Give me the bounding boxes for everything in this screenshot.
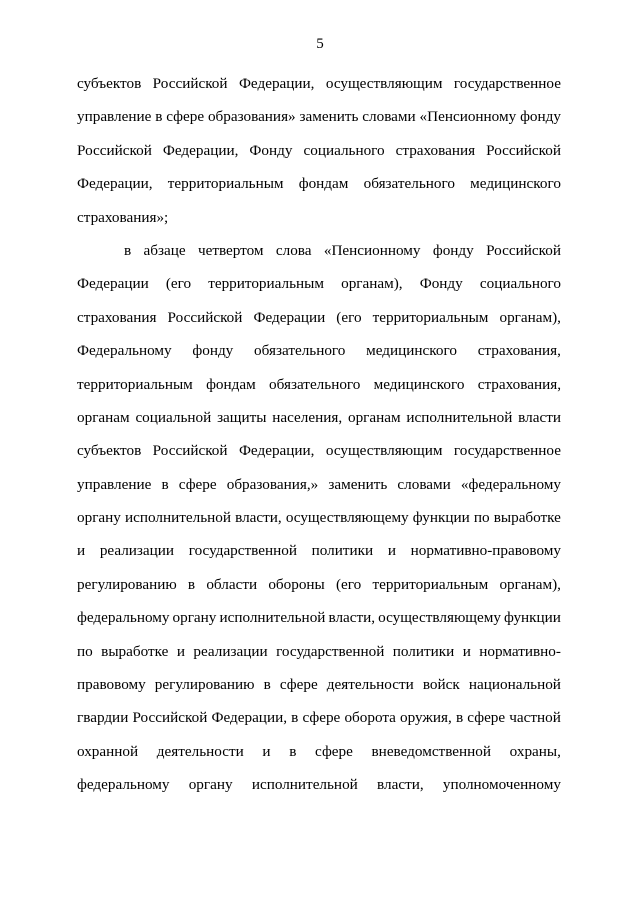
- word: заменить: [328, 475, 388, 493]
- word: функции: [412, 509, 470, 527]
- word: органам),: [499, 575, 561, 593]
- word: Российской: [486, 141, 561, 159]
- text-line: [77, 707, 561, 740]
- word: территориальным: [77, 375, 193, 393]
- text-line: [77, 540, 561, 573]
- text-line: [77, 607, 561, 640]
- word: субъектов: [77, 442, 142, 460]
- word: политики: [311, 542, 374, 560]
- word: войск: [422, 676, 460, 694]
- word: государственной: [276, 642, 385, 660]
- word: нормативно-: [479, 642, 561, 660]
- text-line: [77, 273, 561, 306]
- word: в: [155, 108, 163, 126]
- word: социального: [479, 275, 561, 293]
- word: по: [473, 509, 490, 527]
- text-line: [77, 374, 561, 407]
- text-line: [77, 574, 561, 607]
- word: Российской: [152, 75, 228, 92]
- text-line: [77, 641, 561, 674]
- word: гвардии: [77, 709, 129, 727]
- word: страхования,: [477, 375, 561, 393]
- word: органам),: [499, 308, 561, 326]
- word: исполнительной: [125, 509, 231, 527]
- word: субъектов: [77, 75, 142, 92]
- word: словами: [397, 475, 451, 493]
- word: сфере: [279, 676, 318, 694]
- word: сфере: [315, 742, 353, 760]
- word: органу: [188, 776, 233, 794]
- word: регулированию: [154, 676, 255, 694]
- word: государственной: [188, 542, 297, 560]
- word: в: [263, 676, 271, 694]
- text-line: [77, 140, 561, 173]
- word: обязательного: [269, 375, 361, 393]
- word: в: [161, 475, 169, 493]
- word: охраны,: [509, 742, 561, 760]
- word: словами: [362, 108, 416, 126]
- word: Федерации,: [77, 175, 153, 193]
- word: населения,: [272, 408, 343, 426]
- word: (его: [335, 575, 362, 593]
- word: слова: [275, 241, 312, 259]
- word: Федерации,: [238, 442, 315, 460]
- word: социальной: [135, 408, 212, 426]
- word: Федерации,: [238, 75, 315, 92]
- word: и: [387, 542, 396, 560]
- word: органу: [77, 509, 121, 527]
- word: осуществляющему: [378, 609, 501, 627]
- text-line: [77, 741, 561, 774]
- word: территориальным: [372, 575, 489, 593]
- word: выработке: [101, 642, 169, 660]
- word: политики: [392, 642, 455, 660]
- word: исполнительной: [251, 776, 358, 794]
- word: исполнительной: [219, 609, 326, 627]
- word: регулированию: [77, 575, 177, 593]
- word: Фонду: [419, 275, 463, 293]
- word: в: [289, 742, 297, 760]
- word: власти: [518, 408, 561, 426]
- word: вневедомственной: [371, 742, 491, 760]
- word: органам),: [341, 275, 403, 293]
- word: медицинского: [470, 175, 561, 193]
- word: Федерации: [77, 275, 149, 293]
- word: частной: [509, 709, 561, 727]
- text-line: [77, 106, 561, 139]
- word: власти,: [328, 609, 376, 627]
- text-line: [77, 407, 561, 440]
- word: федеральному: [77, 609, 170, 627]
- text-line: [77, 774, 561, 807]
- word: фонду: [520, 108, 561, 126]
- word: сфере: [166, 108, 205, 126]
- word: и: [262, 742, 271, 760]
- word: медицинского: [366, 342, 457, 360]
- word: образования»: [207, 108, 296, 126]
- word: фондам: [206, 375, 256, 393]
- word: органу: [172, 609, 217, 627]
- word: деятельности: [156, 742, 244, 760]
- word: в: [291, 709, 299, 727]
- text-line: [77, 340, 561, 373]
- word: медицинского: [373, 375, 465, 393]
- word: национальной: [468, 676, 561, 694]
- word: федеральному: [77, 776, 170, 794]
- word: сфере: [178, 475, 217, 493]
- word: оборота: [344, 709, 396, 727]
- word: «Пенсионному: [419, 108, 517, 126]
- word: страхования: [395, 141, 476, 159]
- word: защиты: [217, 408, 267, 426]
- word: фонду: [192, 342, 234, 360]
- word: образования,»: [226, 475, 319, 493]
- word: и: [176, 642, 185, 660]
- word: власти,: [377, 776, 424, 794]
- word: Российской: [77, 141, 152, 159]
- text-line: [77, 73, 561, 106]
- word: Российской: [486, 241, 561, 259]
- word: (его: [165, 275, 192, 293]
- word: (его: [336, 308, 362, 326]
- word: страхования,: [477, 342, 561, 360]
- word: управление: [77, 108, 152, 126]
- word: фондам: [298, 175, 349, 193]
- text-line: [77, 307, 561, 340]
- word: заменить: [299, 108, 359, 126]
- word: социального: [303, 141, 385, 159]
- word: обороны: [268, 575, 325, 593]
- word: осуществляющим: [325, 75, 443, 92]
- word: Российской: [132, 709, 208, 727]
- word: территориальным: [167, 175, 284, 193]
- document-body: [77, 73, 561, 808]
- word: обязательного: [363, 175, 455, 193]
- word: реализации: [99, 542, 175, 560]
- word: Федеральному: [77, 342, 172, 360]
- word: управление: [77, 475, 152, 493]
- word: оружия,: [400, 709, 452, 727]
- word: нормативно-правовому: [410, 542, 561, 560]
- word: Федерации,: [211, 709, 287, 727]
- text-line: [77, 474, 561, 507]
- word: осуществляющему: [285, 509, 409, 527]
- word: в: [124, 241, 132, 259]
- word: сфере: [302, 709, 341, 727]
- text-line: страхования»;: [77, 208, 169, 226]
- paragraph-start-line: [77, 240, 561, 273]
- word: Фонду: [249, 141, 293, 159]
- word: абзаце: [143, 241, 186, 259]
- text-line: [77, 440, 561, 473]
- word: по: [77, 642, 93, 660]
- word: органам: [347, 408, 401, 426]
- word: сфере: [467, 709, 506, 727]
- word: власти,: [235, 509, 282, 527]
- word: Федерации,: [162, 141, 239, 159]
- text-line: [77, 674, 561, 707]
- word: Российской: [167, 308, 243, 326]
- word: страхования: [77, 308, 157, 326]
- word: деятельности: [326, 676, 414, 694]
- word: охранной: [77, 742, 139, 760]
- word: «Пенсионному: [323, 241, 421, 259]
- word: осуществляющим: [325, 442, 443, 460]
- word: органам: [77, 408, 130, 426]
- word: в: [455, 709, 464, 727]
- page-number: 5: [316, 36, 324, 52]
- word: обязательного: [254, 342, 346, 360]
- word: Российской: [152, 442, 228, 460]
- word: «федеральному: [460, 475, 561, 493]
- word: исполнительной: [406, 408, 513, 426]
- word: и: [462, 642, 471, 660]
- word: государственное: [453, 75, 561, 92]
- word: территориальным: [372, 308, 489, 326]
- text-line: [77, 507, 561, 540]
- text-line: [77, 173, 561, 206]
- word: четвертом: [197, 241, 264, 259]
- word: функции: [503, 609, 561, 627]
- word: государственное: [453, 442, 561, 460]
- word: территориальным: [208, 275, 324, 293]
- word: области: [206, 575, 258, 593]
- word: фонду: [432, 241, 474, 259]
- word: выработке: [493, 509, 561, 527]
- word: правовому: [77, 676, 146, 694]
- word: и: [77, 542, 86, 560]
- word: реализации: [193, 642, 268, 660]
- word: в: [187, 575, 196, 593]
- word: Федерации: [253, 308, 326, 326]
- word: уполномоченному: [442, 776, 561, 794]
